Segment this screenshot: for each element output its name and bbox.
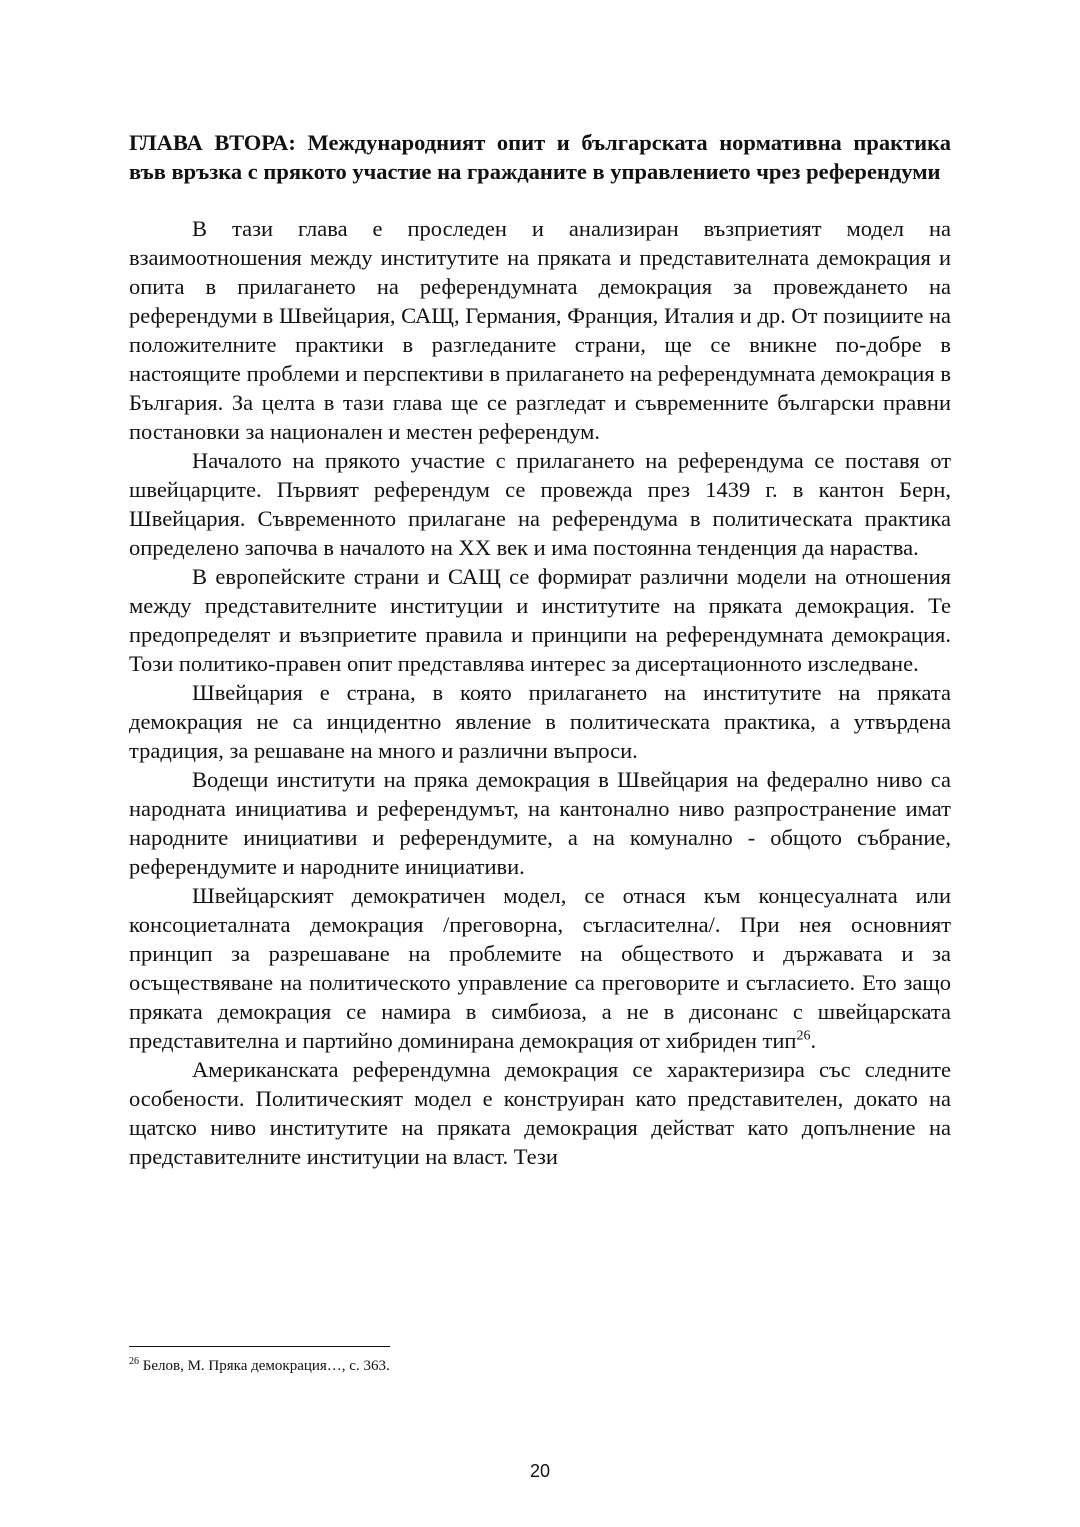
paragraph-1: В тази глава е проследен и анализиран възприетият модел на взаимоотношения между институтите на пряката и представителната демокрация и опита в прилагането на референдумната демокрация за провеждането на референдуми в Швейцария, САЩ, Германия, Франция, Италия и др. От позициите на положителните практики в разгледаните страни, ще се вникне по-добре в настоящите проблеми и перспективи в прилагането на референдумната демокрация в България. За целта в тази глава ще се разгледат и съвременните български правни постановки за национален и местен референдум. xyxy=(129,216,951,444)
footnote xyxy=(129,1356,390,1376)
paragraph-6-text: Швейцарският демократичен модел, се отнася към концесуалната или консоциеталната демокрация /преговорна, съгласителна/. При нея основният принцип за разрешаване на проблемите на обществото и държавата и за осъществяване на политическото управление са преговорите и съгласието. Ето защо пряката демокрация се намира в симбиоза, а не в дисонанс с швейцарската представителна и партийно доминирана демокрация от хибриден тип xyxy=(129,883,951,1053)
paragraph-5: Водещи институти на пряка демокрация в Швейцария на федерално ниво са народната инициатива и референдумът, на кантонално ниво разпространение имат народните инициативи и референдумите, а на комунално - общото събрание, референдумите и народните инициативи. xyxy=(129,767,951,879)
paragraph-2: Началото на прякото участие с прилагането на референдума се поставя от швейцарците. Първият референдум се провежда през 1439 г. в кантон Берн, Швейцария. Съвременното прилагане на референдума в политическата практика определено започва в началото на XX век и има постоянна тенденция да нараства. xyxy=(129,448,951,560)
paragraph-4: Швейцария е страна, в която прилагането на институтите на пряката демокрация не са инцидентно явление в политическата практика, а утвърдена традиция, за решаване на много и различни въпроси. xyxy=(129,680,951,763)
chapter-heading: ГЛАВА ВТОРА: Международният опит и българската нормативна практика във връзка с прякото участие на гражданите в управлението чрез референдуми xyxy=(129,130,951,184)
footnote-separator xyxy=(129,1346,390,1347)
footnote-reference[interactable]: 26 xyxy=(796,1028,811,1044)
page-body xyxy=(129,128,951,1171)
paragraph-3: В европейските страни и САЩ се формират различни модели на отношения между представителните институции и институтите на пряката демокрация. Те предопределят и възприетите правила и принципи на референдумната демокрация. Този политико-правен опит представлява интерес за дисертационното изследване. xyxy=(129,564,951,676)
page-number: 20 xyxy=(529,1461,551,1481)
footnote-text: Белов, М. Пряка демокрация…, с. 363. xyxy=(139,1358,390,1374)
paragraph-6 xyxy=(129,881,951,1055)
paragraph-7: Американската референдумна демокрация се характеризира със следните особености. Политическият модел е конструиран като представителен, докато на щатско ниво институтите на пряката демокрация действат като допълнение на представителните институции на власт. Тези xyxy=(129,1057,951,1169)
footnote-number: 26 xyxy=(129,1356,139,1367)
paragraph-6-end: . xyxy=(810,1028,817,1053)
